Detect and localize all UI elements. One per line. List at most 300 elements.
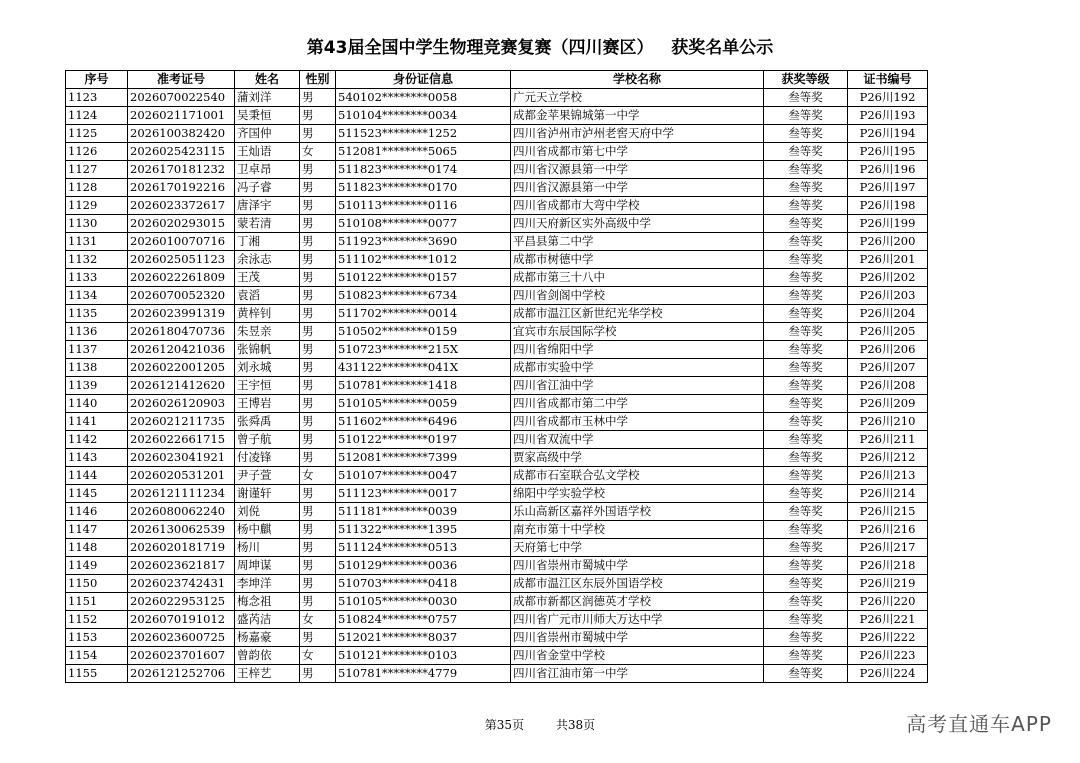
- cell-name: 杨嘉豪: [235, 629, 300, 647]
- table-row: [66, 665, 928, 683]
- cell-award-level: 叁等奖: [764, 611, 848, 629]
- header-certificate-number: 证书编号: [848, 71, 928, 89]
- cell-exam-number: 2026025051123: [128, 251, 235, 269]
- table-row: [66, 341, 928, 359]
- cell-exam-number: 2026023701607: [128, 647, 235, 665]
- cell-gender: 男: [300, 431, 336, 449]
- cell-name: 盛芮洁: [235, 611, 300, 629]
- cell-gender: 男: [300, 251, 336, 269]
- cell-seq: 1125: [66, 125, 128, 143]
- cell-name: 蒲刘洋: [235, 89, 300, 107]
- cell-seq: 1134: [66, 287, 128, 305]
- cell-school: 成都市温江区新世纪光华学校: [511, 305, 764, 323]
- page-total: 共38页: [555, 718, 596, 732]
- table-row: [66, 359, 928, 377]
- cell-school: 绵阳中学实验学校: [511, 485, 764, 503]
- cell-gender: 男: [300, 539, 336, 557]
- cell-seq: 1130: [66, 215, 128, 233]
- header-name: 姓名: [235, 71, 300, 89]
- table-row: [66, 305, 928, 323]
- cell-exam-number: 2026170181232: [128, 161, 235, 179]
- cell-gender: 男: [300, 341, 336, 359]
- cell-name: 刘侻: [235, 503, 300, 521]
- cell-seq: 1142: [66, 431, 128, 449]
- cell-certificate-number: P26川197: [848, 179, 928, 197]
- cell-award-level: 叁等奖: [764, 233, 848, 251]
- cell-id-info: 511602********6496: [336, 413, 511, 431]
- cell-award-level: 叁等奖: [764, 215, 848, 233]
- cell-id-info: 510723********215X: [336, 341, 511, 359]
- cell-certificate-number: P26川205: [848, 323, 928, 341]
- cell-name: 唐泽宇: [235, 197, 300, 215]
- cell-award-level: 叁等奖: [764, 449, 848, 467]
- cell-id-info: 511102********1012: [336, 251, 511, 269]
- table-row: [66, 179, 928, 197]
- cell-gender: 男: [300, 503, 336, 521]
- cell-gender: 男: [300, 449, 336, 467]
- cell-seq: 1146: [66, 503, 128, 521]
- cell-award-level: 叁等奖: [764, 197, 848, 215]
- cell-exam-number: 2026130062539: [128, 521, 235, 539]
- cell-gender: 男: [300, 125, 336, 143]
- cell-exam-number: 2026022661715: [128, 431, 235, 449]
- cell-id-info: 510104********0034: [336, 107, 511, 125]
- cell-certificate-number: P26川192: [848, 89, 928, 107]
- cell-certificate-number: P26川216: [848, 521, 928, 539]
- cell-award-level: 叁等奖: [764, 107, 848, 125]
- cell-id-info: 510781********4779: [336, 665, 511, 683]
- cell-seq: 1147: [66, 521, 128, 539]
- cell-name: 蒙若清: [235, 215, 300, 233]
- cell-school: 四川省成都市第七中学: [511, 143, 764, 161]
- cell-exam-number: 2026080062240: [128, 503, 235, 521]
- cell-award-level: 叁等奖: [764, 557, 848, 575]
- cell-award-level: 叁等奖: [764, 647, 848, 665]
- cell-id-info: 510113********0116: [336, 197, 511, 215]
- table-row: [66, 377, 928, 395]
- cell-id-info: 512081********7399: [336, 449, 511, 467]
- cell-school: 四川省江油中学: [511, 377, 764, 395]
- cell-award-level: 叁等奖: [764, 413, 848, 431]
- cell-exam-number: 2026100382420: [128, 125, 235, 143]
- cell-exam-number: 2026120421036: [128, 341, 235, 359]
- cell-award-level: 叁等奖: [764, 593, 848, 611]
- cell-certificate-number: P26川203: [848, 287, 928, 305]
- cell-id-info: 511181********0039: [336, 503, 511, 521]
- cell-exam-number: 2026023372617: [128, 197, 235, 215]
- cell-school: 四川省江油市第一中学: [511, 665, 764, 683]
- cell-exam-number: 2026121252706: [128, 665, 235, 683]
- cell-school: 四川省广元市川师大万达中学: [511, 611, 764, 629]
- cell-name: 吴秉恒: [235, 107, 300, 125]
- cell-certificate-number: P26川199: [848, 215, 928, 233]
- cell-certificate-number: P26川220: [848, 593, 928, 611]
- cell-school: 四川省成都市第二中学: [511, 395, 764, 413]
- cell-id-info: 510122********0197: [336, 431, 511, 449]
- cell-gender: 男: [300, 269, 336, 287]
- cell-gender: 男: [300, 485, 336, 503]
- cell-school: 贾家高级中学: [511, 449, 764, 467]
- cell-seq: 1138: [66, 359, 128, 377]
- table-body: [66, 89, 928, 683]
- cell-certificate-number: P26川193: [848, 107, 928, 125]
- cell-gender: 女: [300, 647, 336, 665]
- cell-id-info: 510105********0059: [336, 395, 511, 413]
- cell-award-level: 叁等奖: [764, 665, 848, 683]
- cell-school: 成都金苹果锦城第一中学: [511, 107, 764, 125]
- cell-gender: 男: [300, 287, 336, 305]
- cell-school: 四川省泸州市泸州老窖天府中学: [511, 125, 764, 143]
- cell-name: 王茂: [235, 269, 300, 287]
- cell-name: 袁滔: [235, 287, 300, 305]
- cell-school: 平昌县第二中学: [511, 233, 764, 251]
- cell-certificate-number: P26川223: [848, 647, 928, 665]
- cell-name: 尹子萱: [235, 467, 300, 485]
- table-row: [66, 593, 928, 611]
- cell-certificate-number: P26川213: [848, 467, 928, 485]
- cell-school: 宜宾市东辰国际学校: [511, 323, 764, 341]
- cell-certificate-number: P26川224: [848, 665, 928, 683]
- cell-gender: 男: [300, 665, 336, 683]
- header-gender: 性别: [300, 71, 336, 89]
- cell-name: 黄梓钊: [235, 305, 300, 323]
- cell-school: 成都市实验中学: [511, 359, 764, 377]
- cell-seq: 1132: [66, 251, 128, 269]
- cell-gender: 男: [300, 161, 336, 179]
- cell-school: 四川省剑阁中学校: [511, 287, 764, 305]
- page-number: 第35页: [484, 718, 525, 732]
- cell-school: 成都市树德中学: [511, 251, 764, 269]
- cell-name: 王灿语: [235, 143, 300, 161]
- table-row: [66, 197, 928, 215]
- cell-seq: 1123: [66, 89, 128, 107]
- cell-exam-number: 2026121412620: [128, 377, 235, 395]
- cell-award-level: 叁等奖: [764, 467, 848, 485]
- cell-id-info: 510824********0757: [336, 611, 511, 629]
- cell-certificate-number: P26川222: [848, 629, 928, 647]
- header-seq: 序号: [66, 71, 128, 89]
- cell-gender: 男: [300, 575, 336, 593]
- cell-seq: 1150: [66, 575, 128, 593]
- cell-seq: 1137: [66, 341, 128, 359]
- cell-certificate-number: P26川202: [848, 269, 928, 287]
- cell-gender: 男: [300, 89, 336, 107]
- table-row: [66, 89, 928, 107]
- cell-name: 杨中麒: [235, 521, 300, 539]
- cell-seq: 1143: [66, 449, 128, 467]
- cell-award-level: 叁等奖: [764, 395, 848, 413]
- cell-name: 余泳志: [235, 251, 300, 269]
- cell-school: 乐山高新区嘉祥外国语学校: [511, 503, 764, 521]
- cell-id-info: 511823********0174: [336, 161, 511, 179]
- cell-seq: 1136: [66, 323, 128, 341]
- cell-name: 齐国仲: [235, 125, 300, 143]
- cell-name: 曾子航: [235, 431, 300, 449]
- cell-award-level: 叁等奖: [764, 575, 848, 593]
- cell-school: 广元天立学校: [511, 89, 764, 107]
- cell-school: 天府第七中学: [511, 539, 764, 557]
- header-award-level: 获奖等级: [764, 71, 848, 89]
- table-row: [66, 503, 928, 521]
- cell-gender: 男: [300, 395, 336, 413]
- cell-award-level: 叁等奖: [764, 503, 848, 521]
- cell-award-level: 叁等奖: [764, 287, 848, 305]
- cell-id-info: 510108********0077: [336, 215, 511, 233]
- cell-exam-number: 2026170192216: [128, 179, 235, 197]
- header-exam-number: 准考证号: [128, 71, 235, 89]
- cell-award-level: 叁等奖: [764, 521, 848, 539]
- cell-name: 王梓艺: [235, 665, 300, 683]
- cell-award-level: 叁等奖: [764, 143, 848, 161]
- cell-award-level: 叁等奖: [764, 323, 848, 341]
- cell-award-level: 叁等奖: [764, 125, 848, 143]
- cell-certificate-number: P26川208: [848, 377, 928, 395]
- table-row: [66, 107, 928, 125]
- cell-seq: 1144: [66, 467, 128, 485]
- cell-award-level: 叁等奖: [764, 161, 848, 179]
- table-row: [66, 431, 928, 449]
- cell-exam-number: 2026022261809: [128, 269, 235, 287]
- cell-name: 张舜禹: [235, 413, 300, 431]
- cell-certificate-number: P26川204: [848, 305, 928, 323]
- cell-exam-number: 2026021211735: [128, 413, 235, 431]
- cell-school: 四川省成都市大弯中学校: [511, 197, 764, 215]
- cell-award-level: 叁等奖: [764, 485, 848, 503]
- cell-gender: 男: [300, 629, 336, 647]
- cell-gender: 男: [300, 377, 336, 395]
- table-row: [66, 449, 928, 467]
- cell-id-info: 511124********0513: [336, 539, 511, 557]
- cell-name: 李坤洋: [235, 575, 300, 593]
- cell-school: 成都市石室联合弘文学校: [511, 467, 764, 485]
- cell-school: 四川省双流中学: [511, 431, 764, 449]
- cell-exam-number: 2026020293015: [128, 215, 235, 233]
- cell-exam-number: 2026180470736: [128, 323, 235, 341]
- cell-gender: 男: [300, 305, 336, 323]
- cell-gender: 男: [300, 323, 336, 341]
- table-row: [66, 269, 928, 287]
- cell-award-level: 叁等奖: [764, 251, 848, 269]
- cell-award-level: 叁等奖: [764, 431, 848, 449]
- table-row: [66, 395, 928, 413]
- cell-id-info: 512081********5065: [336, 143, 511, 161]
- cell-exam-number: 2026121111234: [128, 485, 235, 503]
- cell-id-info: 510107********0047: [336, 467, 511, 485]
- cell-certificate-number: P26川221: [848, 611, 928, 629]
- cell-school: 四川省崇州市蜀城中学: [511, 557, 764, 575]
- cell-school: 四川省汉源县第一中学: [511, 161, 764, 179]
- table-row: [66, 611, 928, 629]
- cell-gender: 女: [300, 143, 336, 161]
- cell-name: 丁湘: [235, 233, 300, 251]
- cell-name: 杨川: [235, 539, 300, 557]
- cell-seq: 1129: [66, 197, 128, 215]
- cell-gender: 女: [300, 611, 336, 629]
- cell-exam-number: 2026026120903: [128, 395, 235, 413]
- cell-certificate-number: P26川196: [848, 161, 928, 179]
- cell-school: 成都市温江区东辰外国语学校: [511, 575, 764, 593]
- cell-exam-number: 2026070022540: [128, 89, 235, 107]
- cell-exam-number: 2026023991319: [128, 305, 235, 323]
- cell-id-info: 511923********3690: [336, 233, 511, 251]
- cell-name: 付凌锋: [235, 449, 300, 467]
- cell-id-info: 511523********1252: [336, 125, 511, 143]
- cell-seq: 1124: [66, 107, 128, 125]
- cell-seq: 1153: [66, 629, 128, 647]
- cell-award-level: 叁等奖: [764, 377, 848, 395]
- cell-id-info: 510122********0157: [336, 269, 511, 287]
- cell-name: 朱昱亲: [235, 323, 300, 341]
- cell-id-info: 431122********041X: [336, 359, 511, 377]
- table-row: [66, 629, 928, 647]
- cell-school: 四川省金堂中学校: [511, 647, 764, 665]
- cell-exam-number: 2026023600725: [128, 629, 235, 647]
- cell-id-info: 511322********1395: [336, 521, 511, 539]
- cell-certificate-number: P26川217: [848, 539, 928, 557]
- cell-exam-number: 2026023041921: [128, 449, 235, 467]
- header-school: 学校名称: [511, 71, 764, 89]
- cell-school: 四川省汉源县第一中学: [511, 179, 764, 197]
- cell-name: 刘永城: [235, 359, 300, 377]
- cell-certificate-number: P26川195: [848, 143, 928, 161]
- cell-seq: 1154: [66, 647, 128, 665]
- cell-exam-number: 2026021171001: [128, 107, 235, 125]
- cell-seq: 1133: [66, 269, 128, 287]
- cell-name: 王宇恒: [235, 377, 300, 395]
- cell-name: 梅念祖: [235, 593, 300, 611]
- cell-gender: 男: [300, 359, 336, 377]
- cell-exam-number: 2026023621817: [128, 557, 235, 575]
- cell-award-level: 叁等奖: [764, 89, 848, 107]
- cell-id-info: 511823********0170: [336, 179, 511, 197]
- cell-school: 四川省成都市玉林中学: [511, 413, 764, 431]
- cell-school: 四川天府新区实外高级中学: [511, 215, 764, 233]
- cell-award-level: 叁等奖: [764, 341, 848, 359]
- cell-certificate-number: P26川211: [848, 431, 928, 449]
- cell-certificate-number: P26川212: [848, 449, 928, 467]
- cell-seq: 1141: [66, 413, 128, 431]
- cell-award-level: 叁等奖: [764, 629, 848, 647]
- cell-certificate-number: P26川198: [848, 197, 928, 215]
- table-header-row: [66, 71, 928, 89]
- cell-seq: 1127: [66, 161, 128, 179]
- table-row: [66, 161, 928, 179]
- cell-name: 卫卓昂: [235, 161, 300, 179]
- table-row: [66, 557, 928, 575]
- cell-id-info: 510502********0159: [336, 323, 511, 341]
- cell-id-info: 540102********0058: [336, 89, 511, 107]
- cell-award-level: 叁等奖: [764, 269, 848, 287]
- cell-seq: 1148: [66, 539, 128, 557]
- cell-seq: 1135: [66, 305, 128, 323]
- cell-seq: 1151: [66, 593, 128, 611]
- cell-seq: 1152: [66, 611, 128, 629]
- cell-gender: 男: [300, 413, 336, 431]
- cell-award-level: 叁等奖: [764, 539, 848, 557]
- cell-id-info: 510121********0103: [336, 647, 511, 665]
- watermark: 高考直通车APP: [906, 712, 1052, 736]
- cell-exam-number: 2026070191012: [128, 611, 235, 629]
- cell-gender: 男: [300, 179, 336, 197]
- cell-id-info: 510823********6734: [336, 287, 511, 305]
- cell-name: 王博岩: [235, 395, 300, 413]
- cell-gender: 男: [300, 593, 336, 611]
- cell-certificate-number: P26川210: [848, 413, 928, 431]
- cell-certificate-number: P26川215: [848, 503, 928, 521]
- table-row: [66, 251, 928, 269]
- table-row: [66, 233, 928, 251]
- cell-id-info: 511123********0017: [336, 485, 511, 503]
- cell-school: 成都市第三十八中: [511, 269, 764, 287]
- table-row: [66, 575, 928, 593]
- cell-certificate-number: P26川218: [848, 557, 928, 575]
- cell-id-info: 512021********8037: [336, 629, 511, 647]
- cell-gender: 女: [300, 467, 336, 485]
- cell-certificate-number: P26川219: [848, 575, 928, 593]
- cell-certificate-number: P26川200: [848, 233, 928, 251]
- cell-id-info: 510703********0418: [336, 575, 511, 593]
- cell-award-level: 叁等奖: [764, 179, 848, 197]
- cell-seq: 1128: [66, 179, 128, 197]
- cell-school: 成都市新都区润德英才学校: [511, 593, 764, 611]
- cell-name: 张锦帆: [235, 341, 300, 359]
- table-row: [66, 413, 928, 431]
- cell-seq: 1131: [66, 233, 128, 251]
- cell-id-info: 511702********0014: [336, 305, 511, 323]
- cell-certificate-number: P26川206: [848, 341, 928, 359]
- cell-award-level: 叁等奖: [764, 305, 848, 323]
- cell-gender: 男: [300, 107, 336, 125]
- table-row: [66, 125, 928, 143]
- cell-gender: 男: [300, 557, 336, 575]
- cell-gender: 男: [300, 197, 336, 215]
- cell-seq: 1155: [66, 665, 128, 683]
- cell-exam-number: 2026022953125: [128, 593, 235, 611]
- table-row: [66, 521, 928, 539]
- table-row: [66, 215, 928, 233]
- cell-exam-number: 2026020531201: [128, 467, 235, 485]
- cell-certificate-number: P26川214: [848, 485, 928, 503]
- cell-exam-number: 2026023742431: [128, 575, 235, 593]
- cell-gender: 男: [300, 233, 336, 251]
- table-row: [66, 143, 928, 161]
- table-row: [66, 467, 928, 485]
- cell-id-info: 510781********1418: [336, 377, 511, 395]
- cell-id-info: 510129********0036: [336, 557, 511, 575]
- cell-seq: 1139: [66, 377, 128, 395]
- cell-gender: 男: [300, 521, 336, 539]
- cell-seq: 1145: [66, 485, 128, 503]
- cell-exam-number: 2026025423115: [128, 143, 235, 161]
- cell-exam-number: 2026020181719: [128, 539, 235, 557]
- table-row: [66, 323, 928, 341]
- cell-certificate-number: P26川207: [848, 359, 928, 377]
- cell-name: 冯子睿: [235, 179, 300, 197]
- table-row: [66, 485, 928, 503]
- cell-school: 四川省崇州市蜀城中学: [511, 629, 764, 647]
- cell-name: 谢谨轩: [235, 485, 300, 503]
- cell-certificate-number: P26川194: [848, 125, 928, 143]
- cell-school: 南充市第十中学校: [511, 521, 764, 539]
- cell-award-level: 叁等奖: [764, 359, 848, 377]
- cell-name: 周坤谋: [235, 557, 300, 575]
- cell-exam-number: 2026010070716: [128, 233, 235, 251]
- cell-seq: 1140: [66, 395, 128, 413]
- table-row: [66, 539, 928, 557]
- cell-exam-number: 2026022001205: [128, 359, 235, 377]
- cell-name: 曾韵依: [235, 647, 300, 665]
- award-table: [65, 70, 928, 683]
